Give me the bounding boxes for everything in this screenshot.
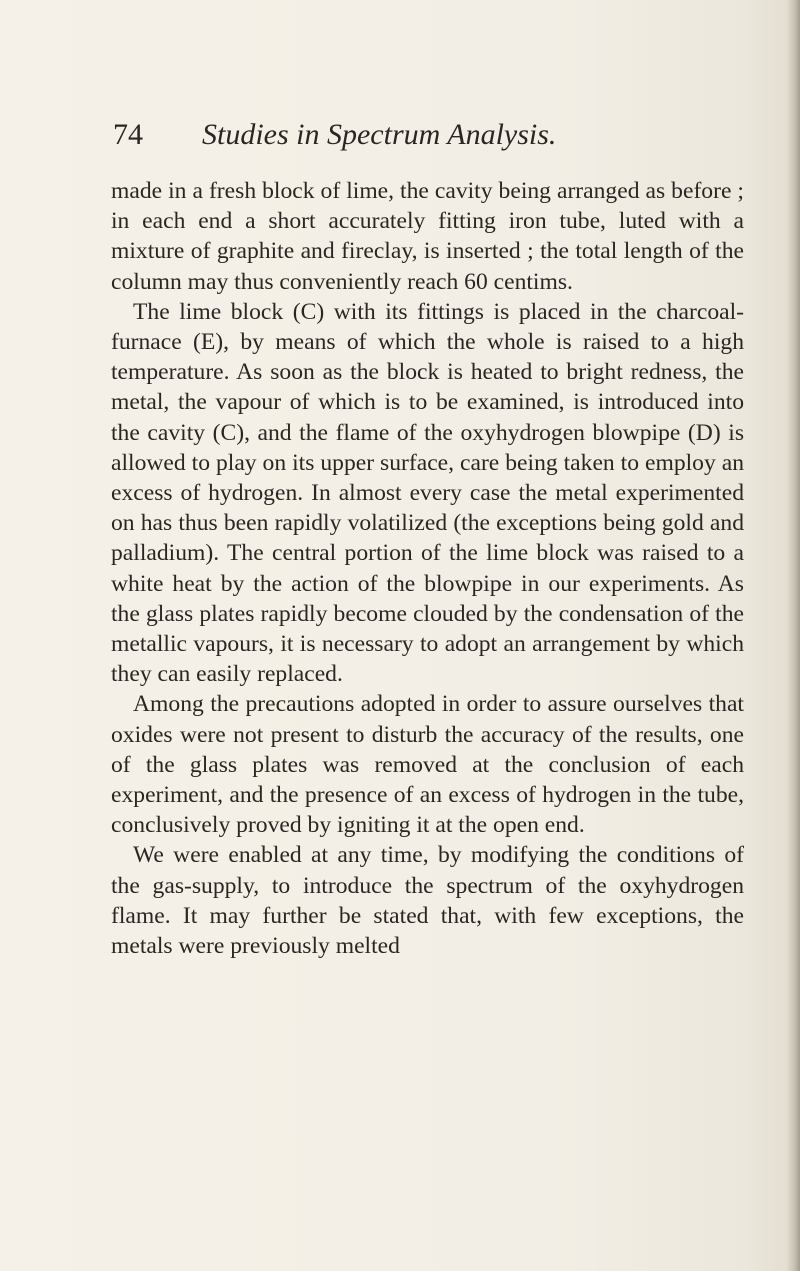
page-edge-shadow [786, 0, 800, 1271]
page-number: 74 [113, 118, 143, 151]
body-text [111, 176, 744, 961]
running-title: Studies in Spectrum Analysis. [202, 118, 557, 151]
paragraph: The lime block (C) with its fittings is placed in the charcoal-furnace (E), by means of which the whole is raised to a high temperature. As soon as the block is heated to bright redness, the metal, the vapour of which is to be examined, is introduced into the cavity (C), and the flame of the oxyhydrogen blowpipe (D) is allowed to play on its upper surface, care being taken to employ an excess of hydrogen. In almost every case the metal experimented on has thus been rapidly volatilized (the exceptions being gold and palladium). The central portion of the lime block was raised to a white heat by the action of the blowpipe in our experiments. As the glass plates rapidly become clouded by the condensation of the metallic vapours, it is necessary to adopt an arrangement by which they can easily replaced. [111, 298, 744, 688]
page-header [113, 118, 653, 158]
paragraph: made in a fresh block of lime, the cavity being arranged as before ; in each end a short accurately fitting iron tube, luted with a mixture of graphite and fireclay, is inserted ; the total length of the column may thus conveniently reach 60 centims. [111, 178, 744, 295]
paragraph: Among the precautions adopted in order to assure ourselves that oxides were not present to disturb the accuracy of the results, one of the glass plates was removed at the conclusion of each experiment, and the presence of an excess of hydrogen in the tube, conclusively proved by igniting it at the open end. [111, 691, 744, 839]
paragraph: We were enabled at any time, by modifying the conditions of the gas-supply, to introduce the spectrum of the oxyhydrogen flame. It may further be stated that, with few exceptions, the metals were previously melted [111, 842, 744, 960]
